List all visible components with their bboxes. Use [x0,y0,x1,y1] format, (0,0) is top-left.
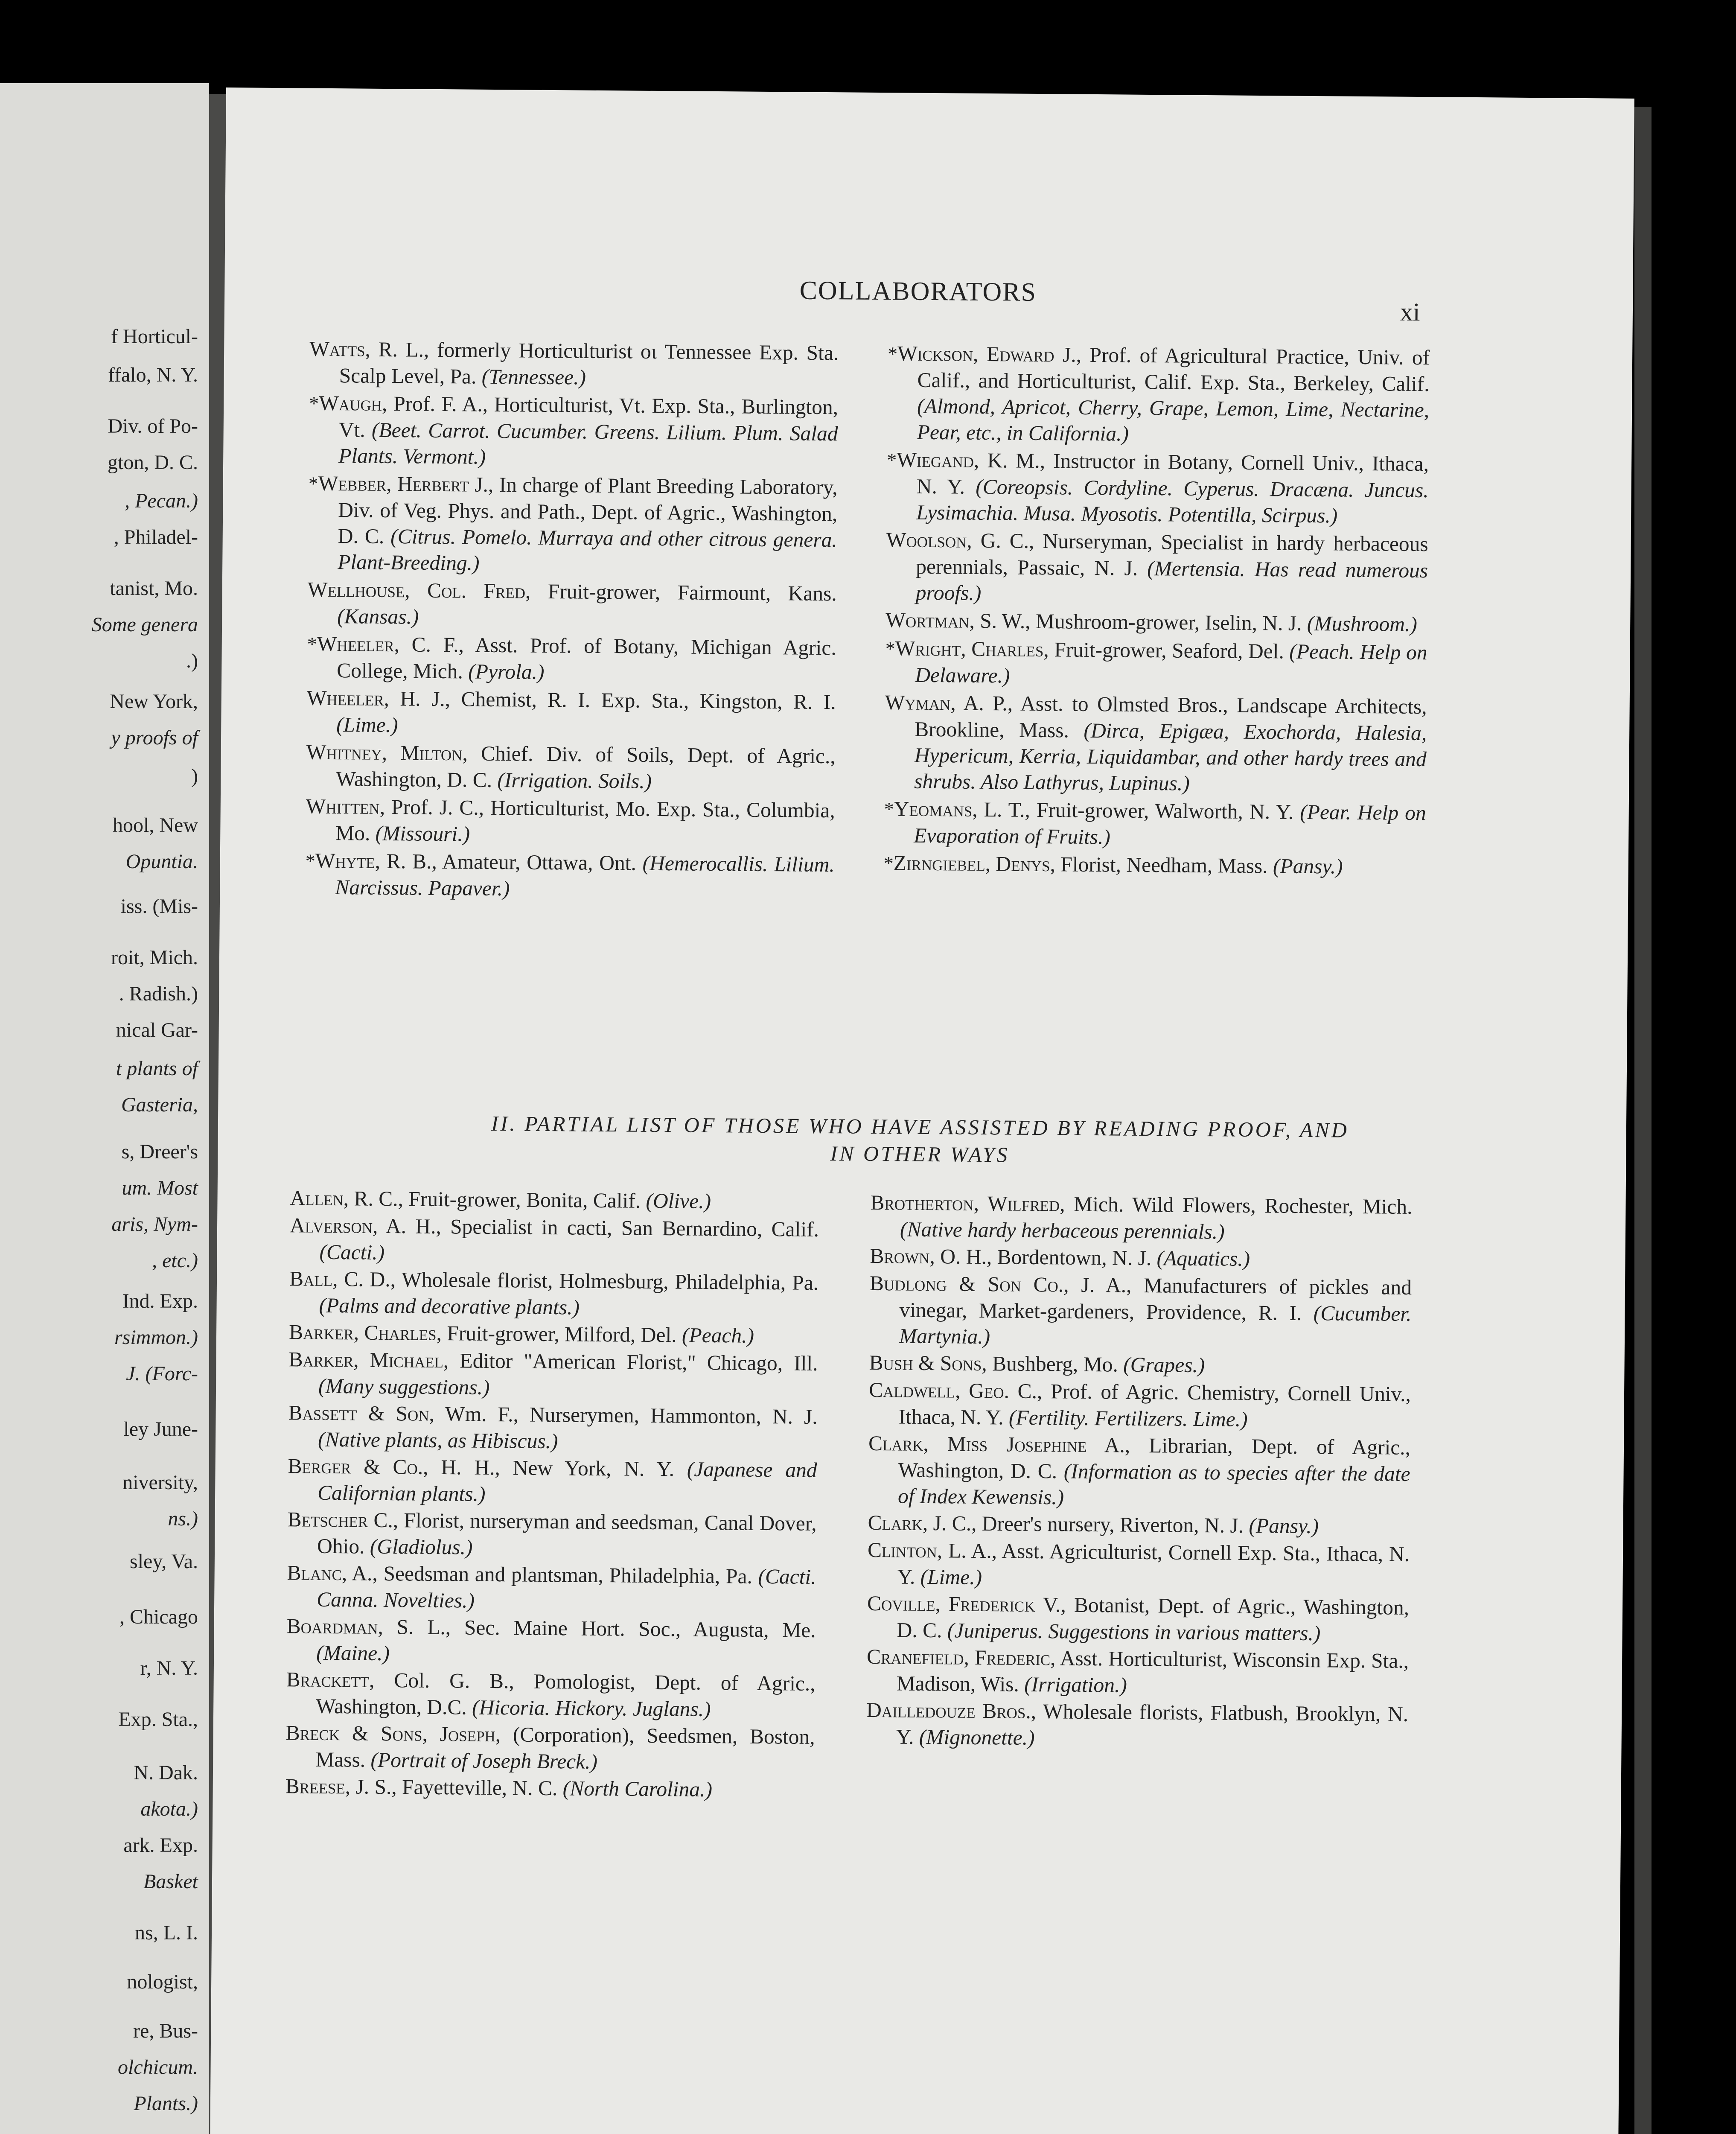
entry-name: Breese, [285,1774,351,1799]
asterisk-mark: * [885,638,895,660]
entry-description: Seedsman and plantsman, Philadelphia, Pa. [383,1562,753,1588]
entry-subjects: (Pansy.) [1249,1513,1319,1538]
entry-name: Clark, Miss Josephine A., [868,1431,1130,1457]
entry-name: Cranefield, Frederic, [866,1644,1056,1670]
entry-name: Allen, R. C., [290,1186,404,1211]
entry-description: Wholesale florists, Flatbush, Brooklyn, N. Y. [896,1700,1409,1749]
entry-subjects: (Native plants, as Hibiscus.) [317,1427,558,1453]
page-edge [1634,107,1652,2134]
asterisk-mark: * [884,798,894,820]
entry-subjects: (Mignonette.) [919,1725,1035,1749]
entry [308,470,838,579]
left-fragment-line: New York, [110,690,198,713]
entry-description: J. A., Manufacturers of pickles and vinegar, Market-gardeners, Providence, R. I. [899,1273,1412,1325]
entry-name: Wyman, A. P., [885,691,1013,715]
left-fragment-line: N. Dak. [134,1761,198,1784]
entry [886,446,1429,529]
entry [306,739,836,796]
collaborators-column-left [305,336,839,906]
entry [286,1613,816,1670]
entry-description: L. A., Asst. Agriculturist, Cornell Exp. Sta., Ithaca, N. Y. [897,1539,1410,1589]
left-fragment-line: Basket [143,1870,198,1893]
entry-subjects: (Lime.) [920,1565,982,1589]
entry-name: Clinton, [867,1538,943,1563]
entry-name: Breck & Sons, Joseph, [285,1721,501,1746]
entry [306,793,835,850]
entry-name: Barker, Michael, [288,1347,449,1373]
asterisk-mark: * [886,449,897,471]
left-fragment-line: Div. of Po- [108,415,198,437]
left-fragment-line: ley June- [123,1418,198,1440]
entry-subjects: (Palms and decorative plants.) [319,1293,580,1319]
entry-description: Chemist, R. I. Exp. Sta., Kingston, R. I. [461,687,836,714]
left-fragment-line: um. Most [122,1177,198,1199]
entry [306,685,836,742]
entry-subjects: (Maine.) [316,1641,390,1665]
entry-subjects: (Kansas.) [337,604,419,629]
assistants-column-left [285,1185,819,1805]
left-fragment-line: f Horticul- [111,325,198,348]
entry-name: Brown, [870,1244,935,1268]
section-heading-line-1: II. PARTIAL LIST OF THOSE WHO HAVE ASSISTED BY READING PROOF, AND [491,1111,1349,1142]
entry-subjects: (Mushroom.) [1307,611,1418,636]
entry-description: Fruit-grower, Milford, Del. [447,1321,677,1347]
entry [289,1265,818,1322]
entry-name: Yeomans, L. T., [894,797,1031,822]
entry-name: Bush & Sons, [869,1350,987,1376]
entry-name: Bassett & Son, [288,1401,435,1426]
entry-description: Mushroom-grower, Iselin, N. J. [1035,609,1302,635]
left-fragment-line: ark. Exp. [123,1834,198,1857]
entry [309,390,838,473]
asterisk-mark: * [309,392,319,414]
left-fragment-line: niversity, [122,1471,198,1494]
entry-subjects: (Native hardy herbaceous perennials.) [900,1217,1225,1244]
entry [285,1773,815,1804]
entry [866,1644,1409,1700]
entry-subjects: (Almond, Apricot, Cherry, Grape, Lemon, Lime, Nectarine, Pear, etc., in California.) [917,394,1430,446]
left-fragment-line: ) [191,765,198,787]
entry-description: In charge of Plant Breeding Laboratory, Div. of Veg. Phys. and Path., Dept. of Agric., Washington, D. C. [338,473,838,548]
entry-name: Blanc, A., [287,1561,378,1585]
entry [870,1189,1413,1246]
left-fragment-line: roit, Mich. [111,946,198,969]
left-fragment-line: tanist, Mo. [110,577,198,600]
left-fragment-line: aris, Nym- [111,1213,198,1236]
entry-name: Wortman, S. W., [885,608,1031,633]
entry-subjects: (Information as to species after the date of Index Kewensis.) [897,1459,1410,1509]
left-fragment-line: Ind. Exp. [122,1290,198,1312]
entry-subjects: (Pear. Help on Evaporation of Fruits.) [914,800,1426,849]
entry-description: Prof. F. A., Horticulturist, Vt. Exp. Sta., Burlington, Vt. [338,392,839,442]
entry [289,1212,819,1269]
entry-name: Ball, C. D., [289,1267,396,1291]
left-fragment-line: hool, New [113,814,198,837]
left-fragment-line: ns, L. I. [135,1921,198,1944]
entry-name: Dailledouze Bros., [866,1698,1037,1723]
entry-name: Whyte, R. B., [315,848,437,873]
left-fragment-line: , Philadel- [114,526,198,548]
entry-subjects: (Peach.) [682,1323,754,1347]
entry-name: Betscher [287,1507,368,1532]
entry [305,848,835,904]
left-fragment-line: t plants of [116,1057,198,1080]
entry-name: Wheeler, H. J., [306,686,451,711]
entry-name: Wellhouse, Col. Fred, [307,577,531,603]
left-fragment-line: r, N. Y. [140,1657,198,1679]
entry [869,1350,1411,1380]
entry-subjects: (Japanese and Californian plants.) [317,1457,817,1506]
left-fragment-line: ns.) [168,1507,198,1530]
left-fragment-line: , etc.) [152,1249,198,1272]
left-fragment-line: y proofs of [111,726,198,749]
entry-subjects: (Juniperus. Suggestions in various matters.) [947,1618,1321,1645]
entry [884,689,1427,798]
entry [868,1510,1410,1540]
entry-description: Fruit-grower, Fairmount, Kans. [548,579,837,606]
collaborators-column-right [884,340,1430,882]
entry-name: Wickson, Edward J., [897,341,1082,367]
entry-description: Col. G. B., Pomologist, Dept. of Agric., Washington, D.C. [316,1668,816,1719]
entry-description: Wholesale florist, Holmesburg, Philadelphia, Pa. [401,1268,819,1294]
entry-description: Prof. J. C., Horticulturist, Mo. Exp. Sta., Columbia, Mo. [335,795,835,845]
entry-subjects: (Pansy.) [1273,854,1343,878]
left-fragment-line: . Radish.) [119,982,198,1005]
entry-subjects: (Cucumber. Martynia.) [899,1301,1412,1349]
entry-name: Wheeler, C. F., [317,632,464,657]
entry-subjects: (Hemerocallis. Lilium. Narcissus. Papaver.) [335,851,835,901]
entry-name: Alverson, A. H., [289,1213,442,1239]
entry-subjects: (Coreopsis. Cordyline. Cyperus. Dracæna. Juncus. Lysimachia. Musa. Myosotis. Potentilla, Scirpus.) [916,475,1429,528]
entry-subjects: (Hicoria. Hickory. Juglans.) [472,1695,711,1721]
entry [288,1399,818,1456]
left-fragment-line: sley, Va. [130,1550,198,1573]
entry [884,796,1426,852]
entry-description: Mich. Wild Flowers, Rochester, Mich. [1074,1192,1413,1219]
entry-subjects: (Mertensia. Has read numerous proofs.) [915,556,1428,605]
left-fragment-line: Exp. Sta., [118,1708,198,1731]
left-fragment-line: Some genera [91,613,198,636]
entry [868,1377,1411,1434]
entry-description: Fruit-grower, Bonita, Calif. [408,1187,641,1213]
entry [867,1537,1410,1594]
entry-description: Bushberg, Mo. [992,1352,1118,1376]
entry-subjects: (Pyrola.) [468,659,545,684]
entry-name: Wright, Charles, [895,636,1049,662]
section-heading [333,1108,1507,1172]
entry-description: O. H., Bordentown, N. J. [940,1245,1152,1270]
left-fragment-line: Plants.) [134,2092,198,2115]
entry-subjects: (Missouri.) [375,821,470,846]
entry-subjects: (Portrait of Joseph Breck.) [370,1748,598,1773]
asterisk-mark: * [887,343,898,365]
entry-name: Budlong & Son Co., [869,1271,1069,1297]
left-fragment-line: nologist, [127,1971,198,1993]
entry-description: (Corporation), Seedsmen, Boston, Mass. [315,1723,815,1772]
entry-description: J. C., Dreer's nursery, Riverton, N. J. [933,1511,1244,1537]
entry-description: Fruit-grower, Walworth, N. Y. [1036,798,1294,824]
entry-description: Editor "American Florist," Chicago, Ill. [460,1349,818,1375]
left-fragment-line: , Pecan.) [125,490,198,512]
asterisk-mark: * [307,633,317,655]
section-heading-line-2: IN OTHER WAYS [830,1141,1010,1167]
entry-description: Librarian, Dept. of Agric., Washington, D. C. [898,1434,1411,1483]
entry-description: Fruit-grower, Seaford, Del. [1054,638,1285,663]
entry [307,577,837,633]
entry [885,607,1427,638]
entry-description: formerly Horticulturist oι Tennessee Exp. Sta. Scalp Level, Pa. [339,338,839,388]
entry-description: S. L., Sec. Maine Hort. Soc., Augusta, Me. [396,1615,816,1642]
entry-subjects: (Beet. Carrot. Cucumber. Greens. Lilium. Plum. Salad Plants. Vermont.) [338,418,838,469]
left-fragment-line: nical Gar- [116,1019,198,1041]
entry-name: Zirngiebel, Denys, [893,851,1056,876]
entry-subjects: (Irrigation. Soils.) [497,768,652,793]
book-page [209,87,1634,2134]
entry [289,1319,818,1350]
entry-description: Asst. to Olmsted Bros., Landscape Architects, Brookline, Mass. [915,691,1427,742]
left-fragment-line: akota.) [140,1798,198,1820]
running-header: COLLABORATORS [799,276,1037,307]
entry [287,1506,817,1563]
asterisk-mark: * [308,472,318,495]
entry-name: Woolson, G. C., [886,528,1034,553]
entry-subjects: (Cacti. Canna. Novelties.) [316,1564,816,1612]
left-fragment-line: rsimmon.) [114,1326,198,1349]
left-fragment-line: gton, D. C. [107,451,198,474]
entry [307,631,836,688]
entry [287,1560,816,1616]
entry-name: Whitten, [306,794,385,819]
entry-subjects: (Grapes.) [1123,1353,1205,1377]
entry-subjects: (Citrus. Pomelo. Murraya and other citrous genera. Plant-Breeding.) [338,525,837,575]
asterisk-mark: * [305,850,315,872]
entry [884,850,1426,880]
left-fragment-line: J. (Forc- [126,1362,198,1385]
entry-subjects: (Dirca, Epigæa, Exochorda, Halesia, Hypericum, Kerria, Liquidambar, and other hardy trees and shrubs. Also Lathyrus, Lupinus.) [914,718,1427,795]
entry-subjects: (Cacti.) [319,1240,385,1264]
entry-description: J. S., Fayetteville, N. C. [355,1775,558,1800]
entry-subjects: (Many suggestions.) [318,1374,490,1399]
entry-subjects: (Lime.) [336,713,398,737]
left-fragment-line: re, Bus- [133,2020,198,2042]
asterisk-mark: * [883,852,894,875]
entry [286,1666,816,1723]
entry [870,1243,1412,1274]
entry-name: Wiegand, K. M., [896,448,1046,473]
assistants-column-right [866,1189,1412,1755]
entry-name: Boardman, [286,1614,384,1638]
entry-name: Brotherton, Wilfred, [870,1190,1065,1216]
entry-subjects: (Peach. Help on Delaware.) [915,639,1427,688]
entry-name: Brackett, [286,1668,375,1692]
left-fragment-line: s, Dreer's [121,1140,198,1163]
entry [288,1346,818,1403]
entry [290,1185,819,1216]
entry-name: Coville, Frederick V., [867,1591,1066,1617]
entry-name: Barker, Charles, [288,1320,442,1345]
entry-subjects: (Fertility. Fertilizers. Lime.) [1008,1405,1248,1431]
entry-name: Berger & Co., [288,1454,428,1479]
entry-name: Clark, [868,1510,928,1535]
left-fragment-line: Opuntia. [125,850,198,873]
entry [887,340,1430,449]
left-fragment-line: , Chicago [119,1606,198,1628]
entry-description: Botanist, Dept. of Agric., Washington, D. C. [897,1593,1410,1642]
entry-subjects: (Aquatics.) [1156,1246,1250,1271]
entry-subjects: (Gladiolus.) [370,1534,473,1559]
entry-name: Webber, Herbert J., [318,471,494,496]
left-page-fragment [0,83,209,2134]
entry-description: Asst. Prof. of Botany, Michigan Agric. College, Mich. [337,633,836,683]
entry [309,336,839,393]
entry [866,1697,1408,1754]
entry [285,1720,815,1776]
entry-description: Prof. of Agricultural Practice, Univ. of Calif., and Horticulturist, Calif. Exp. Sta., Berkeley, Calif. [917,343,1430,396]
entry-name: Caldwell, Geo. C., [868,1378,1043,1403]
entry-description: Wm. F., Nurserymen, Hammonton, N. J. [445,1402,818,1428]
entry-subjects: (Irrigation.) [1024,1672,1127,1697]
entry-subjects: (Olive.) [646,1189,711,1213]
entry [868,1430,1410,1513]
entry [869,1270,1412,1353]
left-fragment-line: iss. (Mis- [120,895,198,918]
entry-name: Waugh, [318,391,387,415]
left-fragment-line: Gasteria, [121,1093,198,1116]
entry-description: H. H., New York, N. Y. [441,1455,675,1481]
entry [885,635,1427,692]
left-fragment-line: olchicum. [118,2056,198,2079]
entry [867,1590,1409,1647]
entry-description: C., Florist, nurseryman and seedsman, Canal Dover, Ohio. [317,1508,817,1558]
entry-description: Amateur, Ottawa, Ont. [442,850,637,875]
entry-description: Chief. Div. of Soils, Dept. of Agric., Washington, D. C. [336,741,836,792]
entry-subjects: (North Carolina.) [562,1776,713,1802]
entry [288,1453,817,1510]
entry-name: Whitney, Milton, [306,740,468,765]
entry-description: Florist, Needham, Mass. [1060,852,1268,878]
left-fragment-line: .) [186,650,198,672]
entry-name: Watts, R. L., [309,337,429,361]
entry-description: Prof. of Agric. Chemistry, Cornell Univ., Ithaca, N. Y. [898,1379,1411,1429]
page-number: xi [1400,297,1420,326]
entry [886,527,1428,609]
entry-description: Asst. Horticulturist, Wisconsin Exp. Sta., Madison, Wis. [896,1646,1409,1696]
entry-subjects: (Tennessee.) [481,364,586,389]
entry-description: Specialist in cacti, San Bernardino, Calif. [450,1215,819,1241]
entry-description: Nurseryman, Specialist in hardy herbaceous perennials, Passaic, N. J. [916,529,1428,580]
left-fragment-line: ffalo, N. Y. [108,364,198,386]
entry-description: Instructor in Botany, Cornell Univ., Ithaca, N. Y. [916,449,1429,499]
